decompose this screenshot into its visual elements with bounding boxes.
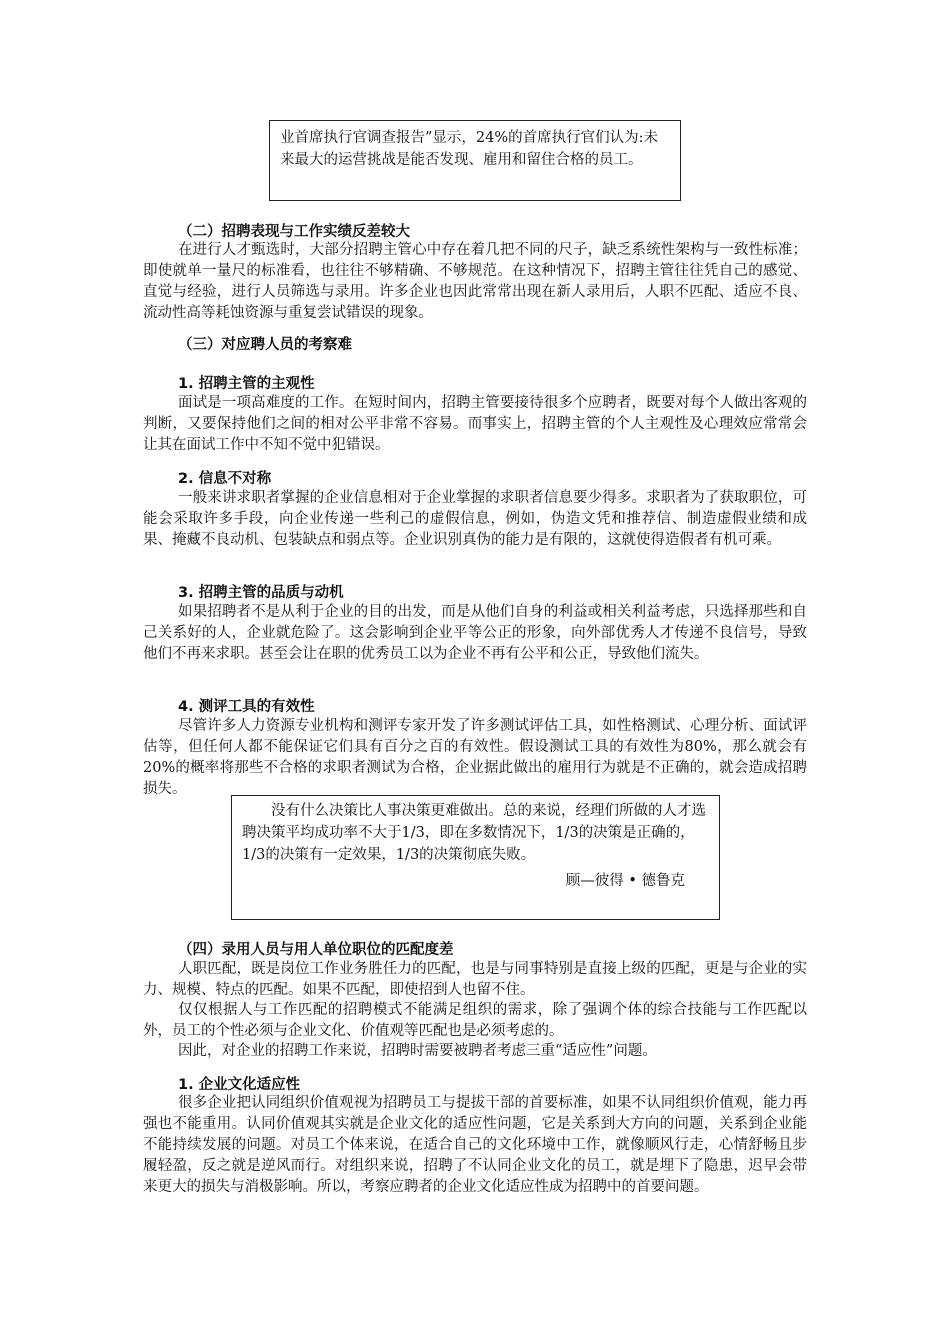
- section-4-heading: （四）录用人员与用人单位职位的匹配度差: [178, 942, 454, 958]
- section-3-item-3-paragraph: 如果招聘者不是从利于企业的目的出发，而是从他们自身的利益或相关利益考虑，只选择那些和自己关系好的人，企业就危险了。这会影响到企业平等公正的形象，向外部优秀人才传递不良信号，导致他们不再来求职。甚至会让在职的优秀员工以为企业不再有公平和公正，导致他们流失。: [143, 604, 807, 662]
- section-3-heading: （三）对应聘人员的考察难: [178, 337, 352, 353]
- section-3-item-1-title: 1. 招聘主管的主观性: [178, 376, 315, 392]
- section-3-item-4-paragraph: 尽管许多人力资源专业机构和测评专家开发了许多测试评估工具，如性格测试、心理分析、面试评估等，但任何人都不能保证它们具有百分之百的有效性。假设测试工具的有效性为80%，那么就会有20%的概率将那些不合格的求职者测试为合格，企业据此做出的雇用行为就是不正确的，就会造成招聘损失。: [143, 718, 807, 797]
- section-3-item-2-title: 2. 信息不对称: [178, 471, 272, 487]
- section-3-item-1-paragraph: 面试是一项高难度的工作。在短时间内，招聘主管要接待很多个应聘者，既要对每个人做出客观的判断，又要保持他们之间的相对公平非常不容易。而事实上，招聘主管的个人主观性及心理效应常常会让其在面试工作中不知不觉中犯错误。: [143, 395, 807, 453]
- quote-box-survey: [269, 120, 681, 201]
- section-4-paragraph-3: 因此，对企业的招聘工作来说，招聘时需要被聘者考虑三重“适应性”问题。: [178, 1043, 657, 1059]
- section-4-paragraph-1: 人职匹配，既是岗位工作业务胜任力的匹配，也是与同事特别是直接上级的匹配，更是与企业的实力、规模、特点的匹配。如果不匹配，即使招到人也留不住。: [143, 961, 807, 998]
- section-4-item-1-title: 1. 企业文化适应性: [178, 1077, 301, 1093]
- section-4-item-1-paragraph: 很多企业把认同组织价值观视为招聘员工与提拔干部的首要标准，如果不认同组织价值观，能力再强也不能重用。认同价值观其实就是企业文化的适应性问题，它是关系到大方向的问题，关系到企业能不能持续发展的问题。对员工个体来说，在适合自己的文化环境中工作，就像顺风行走，心情舒畅且步履轻盈，反之就是逆风而行。对组织来说，招聘了不认同企业文化的员工，就是埋下了隐患，迟早会带来更大的损失与消极影响。所以，考察应聘者的企业文化适应性成为招聘中的首要问题。: [143, 1095, 807, 1195]
- section-3-item-3-title: 3. 招聘主管的品质与动机: [178, 585, 344, 601]
- quote-box-drucker: [231, 795, 720, 920]
- section-4-paragraph-2: 仅仅根据人与工作匹配的招聘模式不能满足组织的需求，除了强调个体的综合技能与工作匹配以外，员工的个性必须与企业文化、价值观等匹配也是必须考虑的。: [143, 1002, 807, 1039]
- section-2-heading: （二）招聘表现与工作实绩反差较大: [178, 224, 410, 240]
- drucker-quote-author: 顾—彼得 • 德鲁克: [565, 873, 685, 889]
- quote-box-survey-text: 业首席执行官调查报告”显示，24%的首席执行官们认为:未来最大的运营挑战是能否发现、雇用和留住合格的员工。: [280, 130, 659, 168]
- section-3-item-2-paragraph: 一般来讲求职者掌握的企业信息相对于企业掌握的求职者信息要少得多。求职者为了获取职位，可能会采取许多手段，向企业传递一些利己的虚假信息，例如，伪造文凭和推荐信、制造虚假业绩和成果、掩藏不良动机、包装缺点和弱点等。企业识别真伪的能力是有限的，这就使得造假者有机可乘。: [143, 490, 807, 548]
- drucker-quote-text: 没有什么决策比人事决策更难做出。总的来说，经理们所做的人才选聘决策平均成功率不大于1/3，即在多数情况下，1/3的决策是正确的，1/3的决策有一定效果，1/3的决策彻底失败。: [242, 803, 706, 863]
- section-2-paragraph: 在进行人才甄选时，大部分招聘主管心中存在着几把不同的尺子，缺乏系统性架构与一致性标准；即使就单一量尺的标准看，也往往不够精确、不够规范。在这种情况下，招聘主管往往凭自己的感觉、直觉与经验，进行人员筛选与录用。许多企业也因此常常出现在新人录用后，人职不匹配、适应不良、流动性高等耗蚀资源与重复尝试错误的现象。: [143, 242, 807, 321]
- section-3-item-4-title: 4. 测评工具的有效性: [178, 699, 315, 715]
